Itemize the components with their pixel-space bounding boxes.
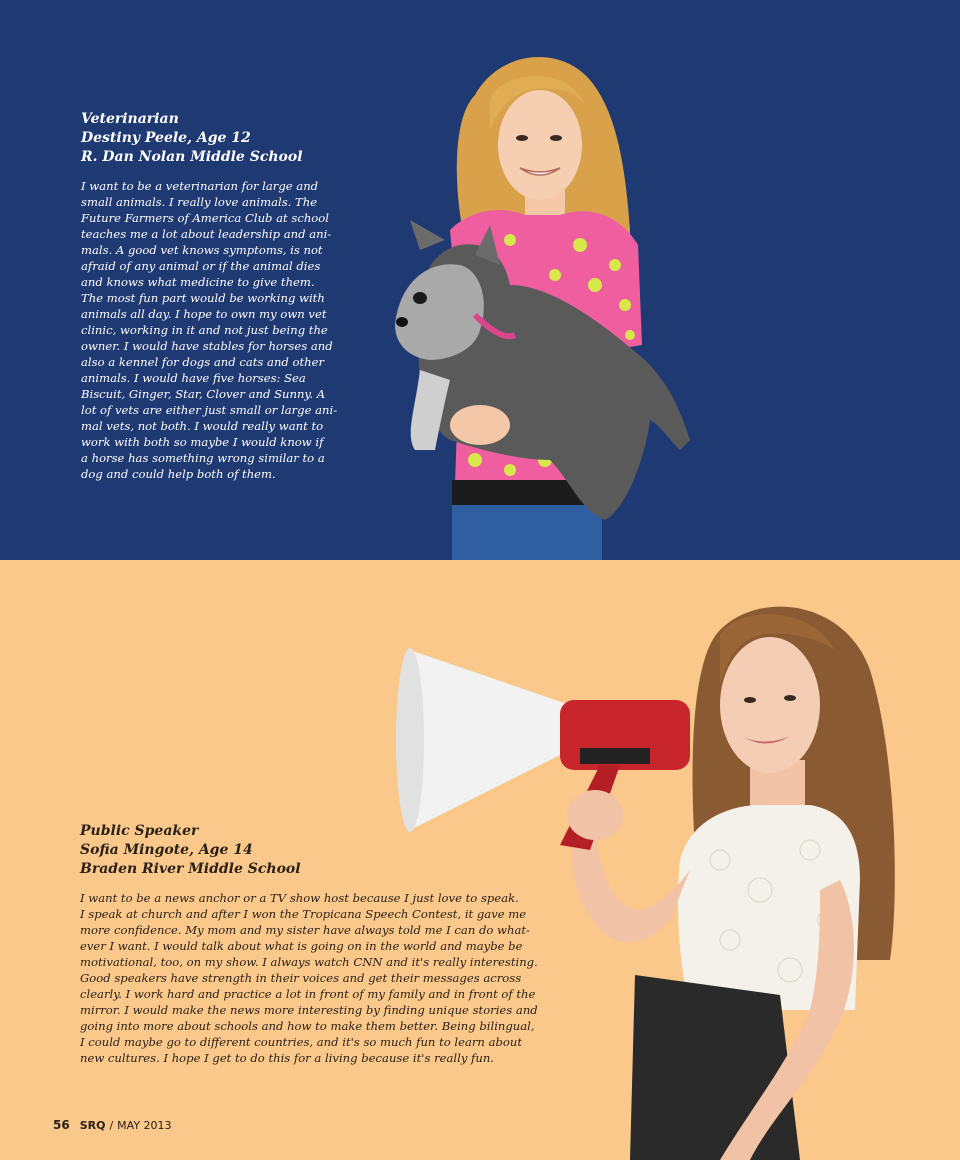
body-line: animals. I would have five horses: Sea (81, 371, 306, 385)
body-line: mals. A good vet knows symptoms, is not (81, 243, 323, 257)
body-line: going into more about schools and how to make them better. Being bilingual, (80, 1019, 535, 1033)
body-line: Future Farmers of America Club at school (81, 211, 329, 225)
girl-with-dog-photo (380, 40, 710, 560)
body-line: animals all day. I hope to own my own vet (81, 307, 327, 321)
heading-line: Braden River Middle School (80, 861, 301, 877)
body-line: Good speakers have strength in their voices and get their messages across (80, 971, 522, 985)
body-line: new cultures. I hope I get to do this for a living because it's really fun. (80, 1051, 494, 1065)
heading-line: Destiny Peele, Age 12 (81, 130, 251, 146)
heading-line: R. Dan Nolan Middle School (81, 149, 303, 165)
body-line: work with both so maybe I would know if (81, 435, 324, 449)
body-line: and knows what medicine to give them. (81, 275, 315, 289)
body-line: teaches me a lot about leadership and ani- (81, 227, 332, 241)
body-line: The most fun part would be working with (81, 291, 325, 305)
body-line: a horse has something wrong similar to a (81, 451, 325, 465)
heading-line: Sofia Mingote, Age 14 (80, 842, 253, 858)
issue-date: MAY 2013 (117, 1119, 172, 1132)
veterinarian-heading (81, 110, 337, 167)
body-line: I could maybe go to different countries, and it's so much fun to learn about (80, 1035, 523, 1049)
footer-separator: / (109, 1119, 114, 1132)
body-line: mirror. I would make the news more interesting by finding unique stories and (80, 1003, 538, 1017)
body-line: I want to be a veterinarian for large and (81, 179, 319, 193)
body-line: Biscuit, Ginger, Star, Clover and Sunny. A (81, 387, 326, 401)
body-line: clinic, working in it and not just being the (81, 323, 328, 337)
body-line: dog and could help both of them. (81, 467, 276, 481)
public-speaker-heading (80, 822, 538, 879)
body-line: afraid of any animal or if the animal dies (81, 259, 321, 273)
body-line: also a kennel for dogs and cats and other (81, 355, 325, 369)
body-line: owner. I would have stables for horses and (81, 339, 333, 353)
page-number: 56 (53, 1118, 70, 1132)
public-speaker-section (0, 560, 960, 1160)
page-footer (53, 1118, 172, 1132)
body-line: clearly. I work hard and practice a lot in front of my family and in front of the (80, 987, 536, 1001)
body-line: small animals. I really love animals. The (81, 195, 318, 209)
public-speaker-body (80, 890, 538, 1066)
body-line: lot of vets are either just small or large ani- (81, 403, 338, 417)
veterinarian-body (81, 178, 337, 482)
magazine-name: SRQ (79, 1119, 106, 1132)
body-line: more confidence. My mom and my sister have always told me I can do what- (80, 923, 530, 937)
veterinarian-text-block (81, 110, 337, 482)
body-line: mal vets, not both. I would really want to (81, 419, 324, 433)
veterinarian-section (0, 0, 960, 560)
heading-line: Veterinarian (81, 111, 179, 127)
body-line: motivational, too, on my show. I always watch CNN and it's really interesting. (80, 955, 538, 969)
body-line: I speak at church and after I won the Tropicana Speech Contest, it gave me (80, 907, 527, 921)
body-line: I want to be a news anchor or a TV show host because I just love to speak. (80, 891, 519, 905)
body-line: ever I want. I would talk about what is going on in the world and maybe be (80, 939, 523, 953)
public-speaker-text-block (80, 822, 538, 1066)
heading-line: Public Speaker (80, 823, 199, 839)
